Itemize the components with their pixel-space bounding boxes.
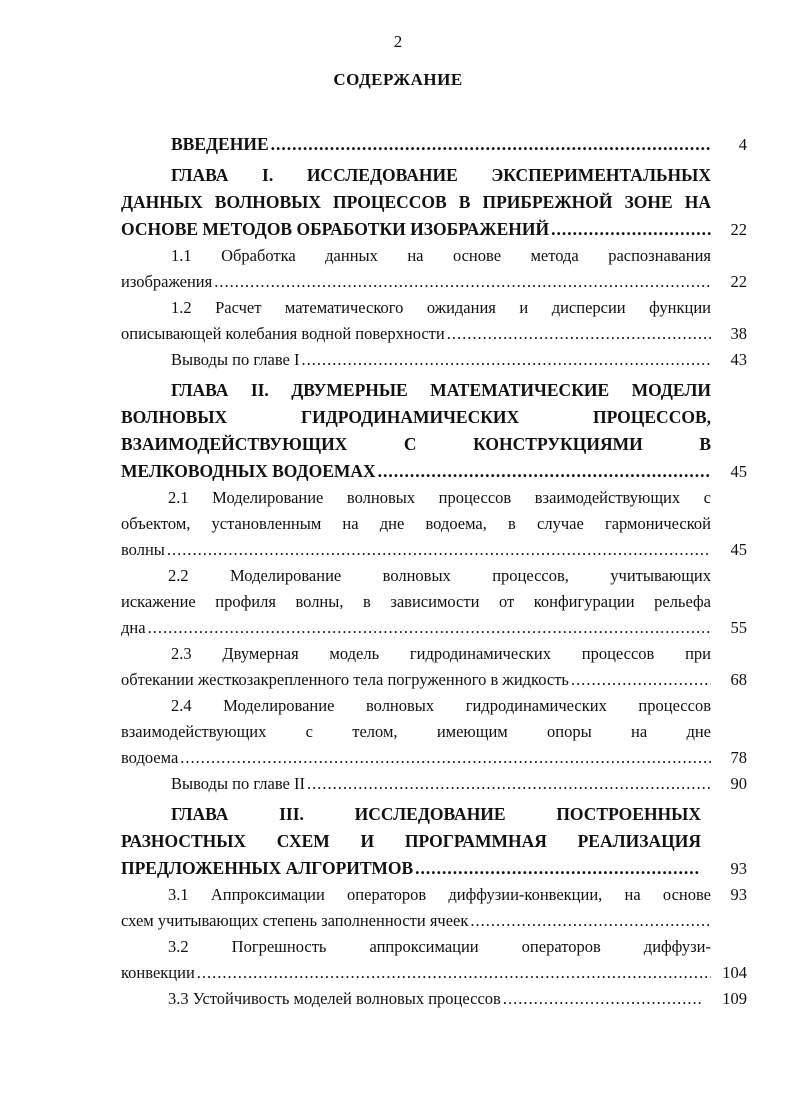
toc-section-line: дна [121, 618, 146, 637]
toc-chapter-line: ОСНОВЕ МЕТОДОВ ОБРАБОТКИ ИЗОБРАЖЕНИЙ [121, 219, 550, 239]
toc-entry-chapter-1[interactable] [121, 162, 747, 243]
toc-chapter-line: ГЛАВА III. ИССЛЕДОВАНИЕ ПОСТРОЕННЫХ [171, 804, 701, 824]
toc-page-ref: 90 [730, 774, 747, 793]
toc-page-ref: 22 [730, 220, 747, 239]
leader-dots [301, 347, 711, 373]
toc-section-line: конвекции [121, 963, 195, 982]
toc-section-line: волны [121, 540, 165, 559]
toc-section-line: искажение профиля волны, в зависимости от конфигурации рельефа [121, 592, 711, 611]
toc-chapter-line: РАЗНОСТНЫХ СХЕМ И ПРОГРАММНАЯ РЕАЛИЗАЦИЯ [121, 831, 701, 851]
toc-page-ref: 55 [730, 618, 747, 637]
toc-entry-section-1-1[interactable] [121, 243, 747, 295]
toc-entry-conclusions-1[interactable] [121, 347, 747, 373]
toc-section-line: водоема [121, 748, 179, 767]
toc-chapter-line: МЕЛКОВОДНЫХ ВОДОЕМАХ [121, 461, 376, 481]
toc-section-line: 3.2 Погрешность аппроксимации операторов диффузи- [168, 937, 711, 956]
toc-entry-section-2-1[interactable] [121, 485, 747, 563]
leader-dots [197, 960, 711, 986]
toc-chapter-line: ГЛАВА II. ДВУМЕРНЫЕ МАТЕМАТИЧЕСКИЕ МОДЕЛИ [171, 380, 711, 400]
toc-section-line: 2.1 Моделирование волновых процессов взаимодействующих с [168, 488, 711, 507]
toc-section-line: объектом, установленным на дне водоема, в случае гармонической [121, 514, 711, 533]
toc-page-ref: 93 [730, 885, 747, 904]
page-number: 2 [393, 32, 403, 51]
toc-entry-introduction[interactable] [121, 131, 747, 158]
leader-dots [571, 667, 711, 693]
leader-dots [447, 321, 711, 347]
toc-page-ref: 4 [738, 135, 747, 154]
toc-page-ref: 45 [730, 540, 747, 559]
toc-entry-section-3-3[interactable] [121, 986, 747, 1012]
page-title: СОДЕРЖАНИЕ [333, 70, 463, 89]
toc-chapter-line: ДАННЫХ ВОЛНОВЫХ ПРОЦЕССОВ В ПРИБРЕЖНОЙ ЗОНЕ НА [121, 192, 711, 212]
toc-section-line: изображения [121, 272, 213, 291]
toc-section-line: 2.3 Двумерная модель гидродинамических процессов при [171, 644, 711, 663]
toc-section-line: 2.2 Моделирование волновых процессов, учитывающих [168, 566, 711, 585]
toc-section-line: описывающей колебания водной поверхности [121, 324, 445, 343]
leader-dots [214, 269, 711, 295]
table-of-contents [121, 127, 747, 1012]
leader-dots [167, 537, 711, 563]
toc-section-line: 3.1 Аппроксимации операторов диффузии-конвекции, на основе [168, 885, 711, 904]
leader-dots [378, 458, 711, 485]
toc-entry-conclusions-2[interactable] [121, 771, 747, 797]
toc-section-line: схем учитывающих степень заполненности ячеек [121, 911, 469, 930]
leader-dots [148, 615, 711, 641]
leader-dots [180, 745, 711, 771]
toc-entry-section-2-4[interactable] [121, 693, 747, 771]
toc-section-line: взаимодействующих с телом, имеющим опоры на дне [121, 722, 711, 741]
leader-dots [503, 986, 701, 1012]
toc-chapter-line: ВЗАИМОДЕЙСТВУЮЩИХ С КОНСТРУКЦИЯМИ В [121, 434, 711, 454]
toc-page-ref: 93 [730, 859, 747, 878]
leader-dots [470, 908, 711, 934]
toc-page-ref: 104 [722, 963, 747, 982]
leader-dots [551, 216, 711, 243]
toc-page-ref: 43 [730, 350, 747, 369]
toc-page-ref: 68 [730, 670, 747, 689]
toc-page-ref: 38 [730, 324, 747, 343]
toc-entry-label: Выводы по главе II [171, 774, 305, 793]
leader-dots [307, 771, 711, 797]
toc-page-ref: 22 [730, 272, 747, 291]
toc-chapter-line: ВОЛНОВЫХ ГИДРОДИНАМИЧЕСКИХ ПРОЦЕССОВ, [121, 407, 711, 427]
toc-entry-section-1-2[interactable] [121, 295, 747, 347]
toc-entry-label: 3.3 Устойчивость моделей волновых процессов [168, 989, 501, 1008]
leader-dots [415, 855, 701, 882]
toc-entry-chapter-2[interactable] [121, 377, 747, 485]
toc-section-line: 2.4 Моделирование волновых гидродинамических процессов [171, 696, 711, 715]
toc-entry-label: Выводы по главе I [171, 350, 300, 369]
toc-page-ref: 109 [722, 989, 747, 1008]
toc-chapter-line: ГЛАВА I. ИССЛЕДОВАНИЕ ЭКСПЕРИМЕНТАЛЬНЫХ [171, 165, 711, 185]
toc-entry-section-3-2[interactable] [121, 934, 747, 986]
toc-page-ref: 78 [730, 748, 747, 767]
toc-entry-section-2-2[interactable] [121, 563, 747, 641]
toc-chapter-line: ПРЕДЛОЖЕННЫХ АЛГОРИТМОВ [121, 858, 414, 878]
toc-entry-section-2-3[interactable] [121, 641, 747, 693]
leader-dots [271, 131, 711, 158]
toc-section-line: 1.1 Обработка данных на основе метода распознавания [171, 246, 711, 265]
toc-section-line: обтекании жесткозакрепленного тела погруженного в жидкость [121, 670, 569, 689]
toc-page-ref: 45 [730, 462, 747, 481]
toc-entry-label: ВВЕДЕНИЕ [171, 134, 269, 154]
toc-entry-chapter-3[interactable] [121, 801, 747, 882]
toc-section-line: 1.2 Расчет математического ожидания и дисперсии функции [171, 298, 711, 317]
toc-entry-section-3-1[interactable] [121, 882, 747, 934]
